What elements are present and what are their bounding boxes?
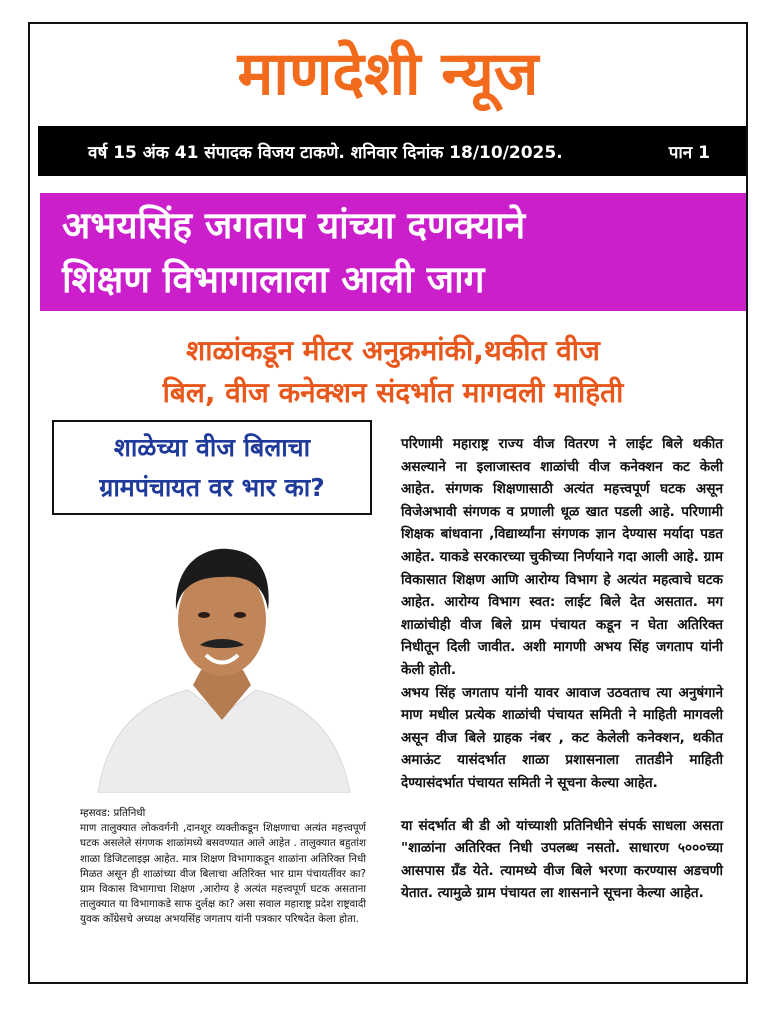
headline-line: शिक्षण विभागालाला आली जाग bbox=[62, 258, 485, 301]
subheadline-line: बिल, वीज कनेक्शन संदर्भात मागवली माहिती bbox=[162, 376, 624, 409]
portrait-photo bbox=[88, 525, 356, 793]
portrait-photo-icon bbox=[88, 525, 356, 793]
article-paragraph: परिणामी महाराष्ट्र राज्य वीज वितरण ने लाईट बिले थकीत असल्याने ना इलाजास्तव शाळांची वीज कनेक्शन कट केली आहेत. संगणक शिक्षणासाठी अत्यंत महत्त्वपूर्ण घटक असून विजेअभावी संगणक व प्रणाली धूळ खात पडली आहे. परिणामी शिक्षक बांधवाना ,विद्यार्थ्यांना संगणक ज्ञान देण्यास मर्यादा पडत आहेत. याकडे सरकारच्या चुकीच्या निर्णयाने गदा आली आहे. ग्राम विकासात शिक्षण आणि आरोग्य विभाग हे अत्यंत महत्वाचे घटक आहेत. आरोग्य विभाग स्वत: लाईट बिले देत असतात. मग शाळांचीही वीज बिले ग्राम पंचायत कडून न घेता अतिरिक्त निधीतून दिली जावीत. अशी मागणी अभय सिंह जगताप यांनी केली होती. bbox=[401, 436, 723, 678]
newspaper-masthead: माणदेशी न्यूज bbox=[237, 39, 539, 109]
question-box bbox=[52, 420, 372, 515]
article-body bbox=[401, 433, 723, 905]
byline: म्हसवड: प्रतिनिधी bbox=[80, 807, 146, 819]
article-paragraph: या संदर्भात बी डी ओ यांच्याशी प्रतिनिधीने संपर्क साधला असता "शाळांना अतिरिक्त निधी उपलब्ध नसतो. साधारण ५०००च्या आसपास ग्रँड येते. त्यामध्ये वीज बिले भरणा करण्यास अडचणी येतात. त्यामुळे ग्राम पंचायत ला शासनाने सूचना केल्या आहेत. bbox=[401, 817, 723, 902]
caption-text: माण तालुक्यात लोकवर्गनी ,दानशूर व्यक्तीकडून शिक्षणाचा अत्यंत महत्त्वपूर्ण घटक असलेले संगणक शाळांमध्ये बसवण्यात आले आहेत . तालुक्यात बहुतांश शाळा डिजिटलाइझ आहेत. मात्र शिक्षण विभागाकडून शाळांना अतिरिक्त निधी मिळत असून ही शाळांच्या वीज बिलाचा अतिरिक्त भार ग्राम पंचायतींवर का? ग्राम विकास विभागाचा शिक्षण ,आरोग्य हे अत्यंत महत्त्वपूर्ण घटक असताना तालुक्यात या विभागाकडे साफ दुर्लक्ष का? असा सवाल महाराष्ट्र प्रदेश राष्ट्रवादी युवक कॉंग्रेसचे अध्यक्ष अभयसिंह जगताप यांनी पत्रकार परिषदेत केला होता. bbox=[80, 822, 366, 926]
issue-details: वर्ष 15 अंक 41 संपादक विजय टाकणे. शनिवार दिनांक 18/10/2025. bbox=[88, 142, 563, 163]
sub-headline bbox=[40, 330, 746, 414]
issue-info-bar bbox=[38, 126, 746, 176]
question-line: शाळेच्या वीज बिलाचा bbox=[113, 433, 311, 462]
subheadline-line: शाळांकडून मीटर अनुक्रमांकी,थकीत वीज bbox=[186, 334, 600, 367]
main-headline bbox=[40, 193, 746, 311]
page-number: पान 1 bbox=[668, 142, 710, 163]
article-paragraph: अभय सिंह जगताप यांनी यावर आवाज उठवताच त्या अनुषंगाने माण मधील प्रत्येक शाळांची पंचायत समिती ने माहिती मागवली असून वीज बिले ग्राहक नंबर , कट केलेली कनेक्शन, थकीत अमाऊंट यासंदर्भात शाळा प्रशासनाला तातडीने माहिती देण्यासंदर्भात पंचायत समिती ने सूचना केल्या आहेत. bbox=[401, 684, 723, 791]
headline-line: अभयसिंह जगताप यांच्या दणक्याने bbox=[62, 204, 526, 247]
photo-caption-article bbox=[80, 806, 366, 928]
question-line: ग्रामपंचायत वर भार का? bbox=[99, 473, 325, 502]
